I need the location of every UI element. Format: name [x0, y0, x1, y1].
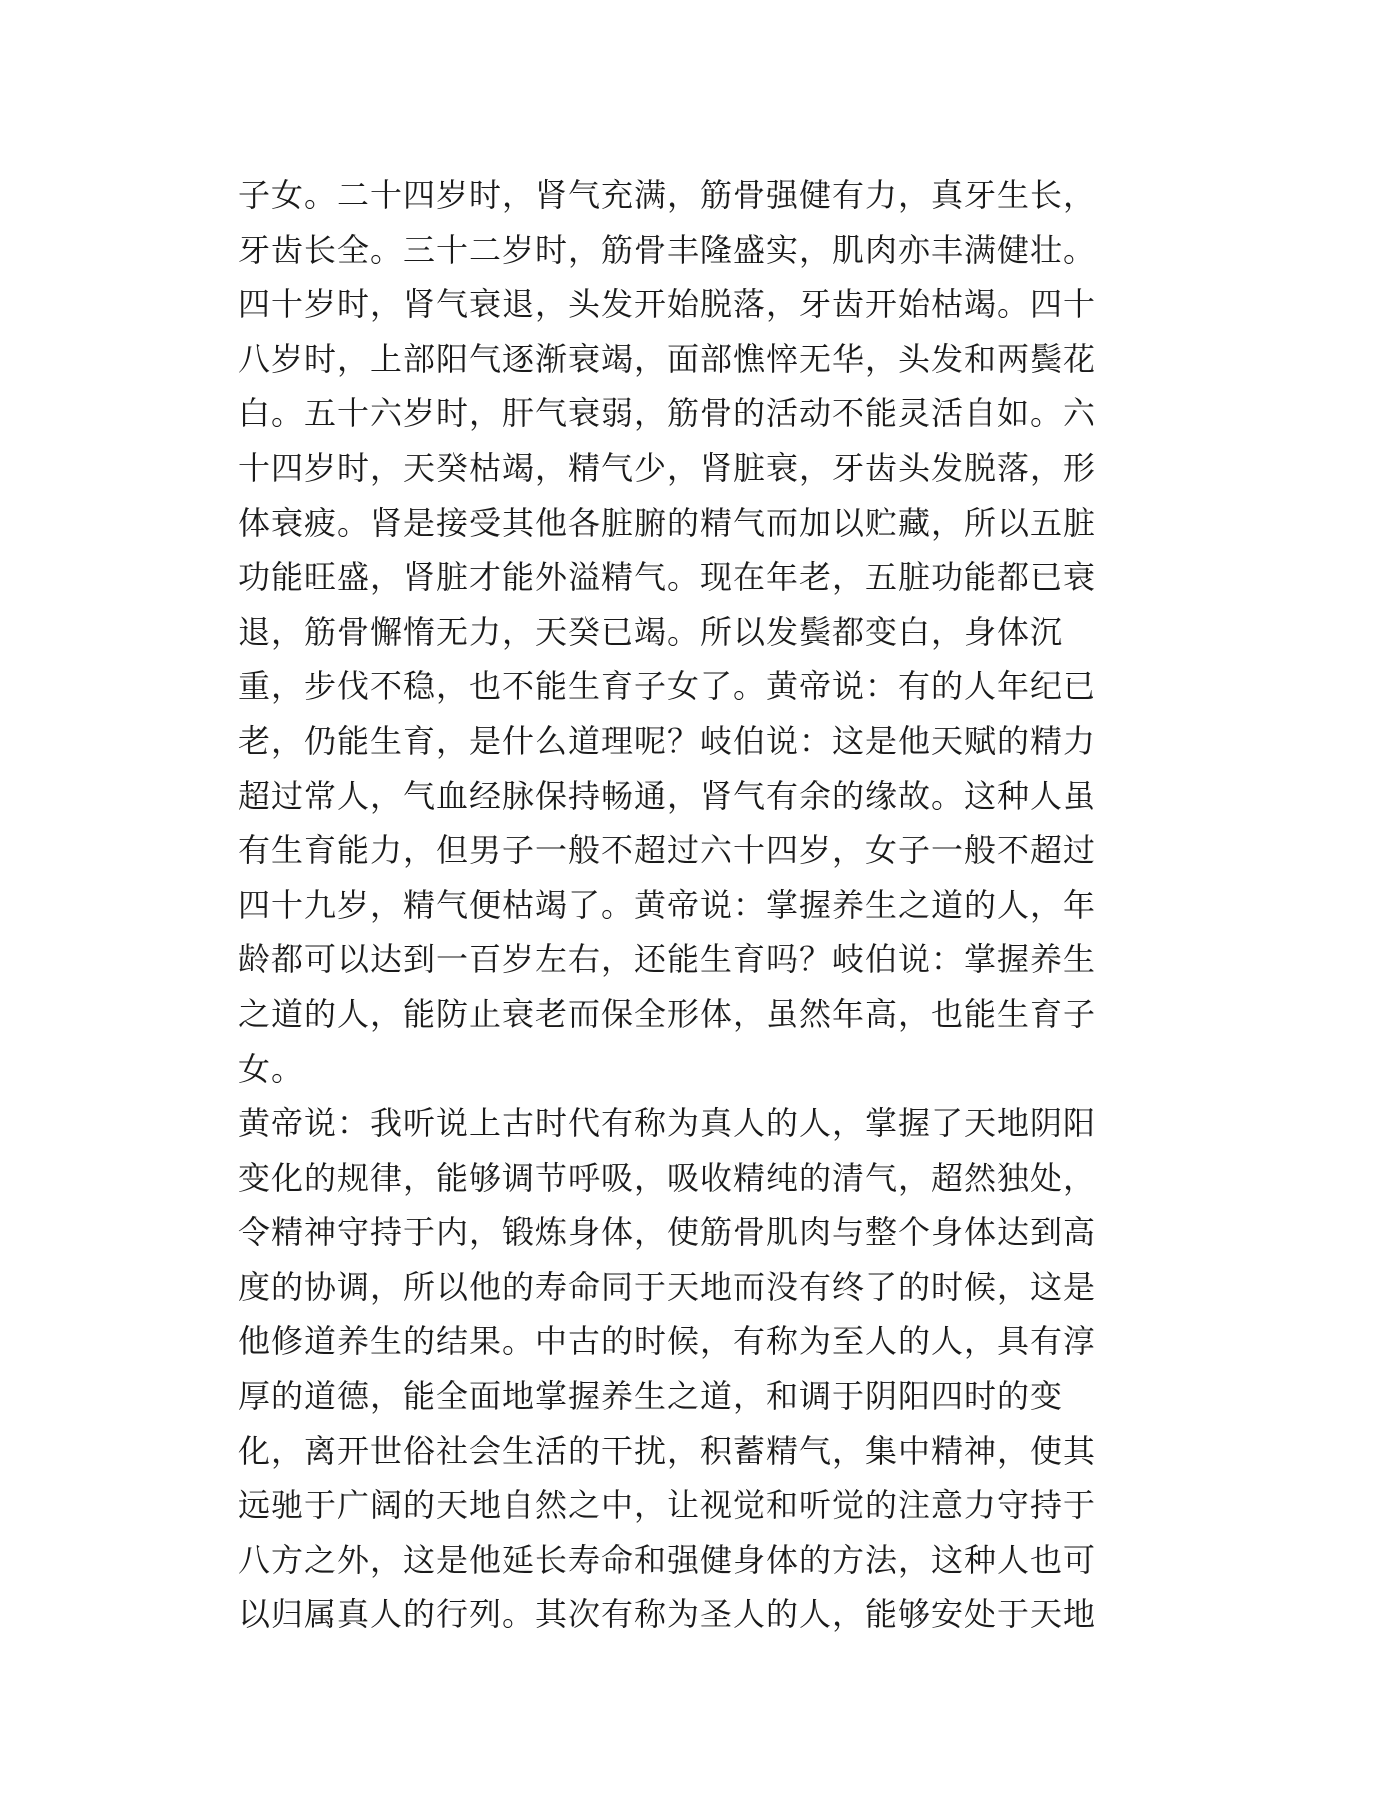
text-line: 之道的人，能防止衰老而保全形体，虽然年高，也能生育子 [238, 994, 1097, 1033]
text-line: 超过常人，气血经脉保持畅通，肾气有余的缘故。这种人虽 [238, 776, 1097, 815]
text-line: 变化的规律，能够调节呼吸，吸收精纯的清气，超然独处， [238, 1158, 1097, 1197]
text-line: 度的协调，所以他的寿命同于天地而没有终了的时候，这是 [238, 1267, 1097, 1306]
text-line: 体衰疲。肾是接受其他各脏腑的精气而加以贮藏，所以五脏 [238, 503, 1097, 542]
text-line: 白。五十六岁时，肝气衰弱，筋骨的活动不能灵活自如。六 [238, 394, 1097, 433]
text-line: 四十九岁，精气便枯竭了。黄帝说：掌握养生之道的人，年 [238, 885, 1097, 924]
text-line: 化，离开世俗社会生活的干扰，积蓄精气，集中精神，使其 [238, 1431, 1097, 1470]
text-line: 重，步伐不稳，也不能生育子女了。黄帝说：有的人年纪已 [238, 667, 1097, 706]
text-line: 八岁时，上部阳气逐渐衰竭，面部憔悴无华，头发和两鬓花 [238, 339, 1097, 378]
text-line: 厚的道德，能全面地掌握养生之道，和调于阴阳四时的变 [238, 1377, 1064, 1416]
text-line: 令精神守持于内，锻炼身体，使筋骨肌肉与整个身体达到高 [238, 1213, 1097, 1252]
text-line: 龄都可以达到一百岁左右，还能生育吗？岐伯说：掌握养生 [238, 940, 1097, 979]
text-line: 以归属真人的行列。其次有称为圣人的人，能够安处于天地 [238, 1595, 1097, 1634]
text-line: 老，仍能生育，是什么道理呢？岐伯说：这是他天赋的精力 [238, 721, 1097, 760]
text-line: 他修道养生的结果。中古的时候，有称为至人的人，具有淳 [238, 1322, 1097, 1361]
text-line: 有生育能力，但男子一般不超过六十四岁，女子一般不超过 [238, 831, 1097, 870]
body-text [238, 168, 1168, 1642]
text-line: 远驰于广阔的天地自然之中，让视觉和听觉的注意力守持于 [238, 1486, 1097, 1525]
text-line: 黄帝说：我听说上古时代有称为真人的人，掌握了天地阴阳 [238, 1104, 1097, 1143]
text-line: 女。 [238, 1049, 305, 1088]
text-line: 牙齿长全。三十二岁时，筋骨丰隆盛实，肌肉亦丰满健壮。 [238, 230, 1097, 269]
text-line: 四十岁时，肾气衰退，头发开始脱落，牙齿开始枯竭。四十 [238, 285, 1097, 324]
text-line: 十四岁时，天癸枯竭，精气少，肾脏衰，牙齿头发脱落，形 [238, 448, 1097, 487]
text-line: 功能旺盛，肾脏才能外溢精气。现在年老，五脏功能都已衰 [238, 558, 1097, 597]
text-line: 八方之外，这是他延长寿命和强健身体的方法，这种人也可 [238, 1540, 1097, 1579]
text-line: 退，筋骨懈惰无力，天癸已竭。所以发鬓都变白，身体沉 [238, 612, 1064, 651]
text-line: 子女。二十四岁时，肾气充满，筋骨强健有力，真牙生长， [238, 176, 1097, 214]
